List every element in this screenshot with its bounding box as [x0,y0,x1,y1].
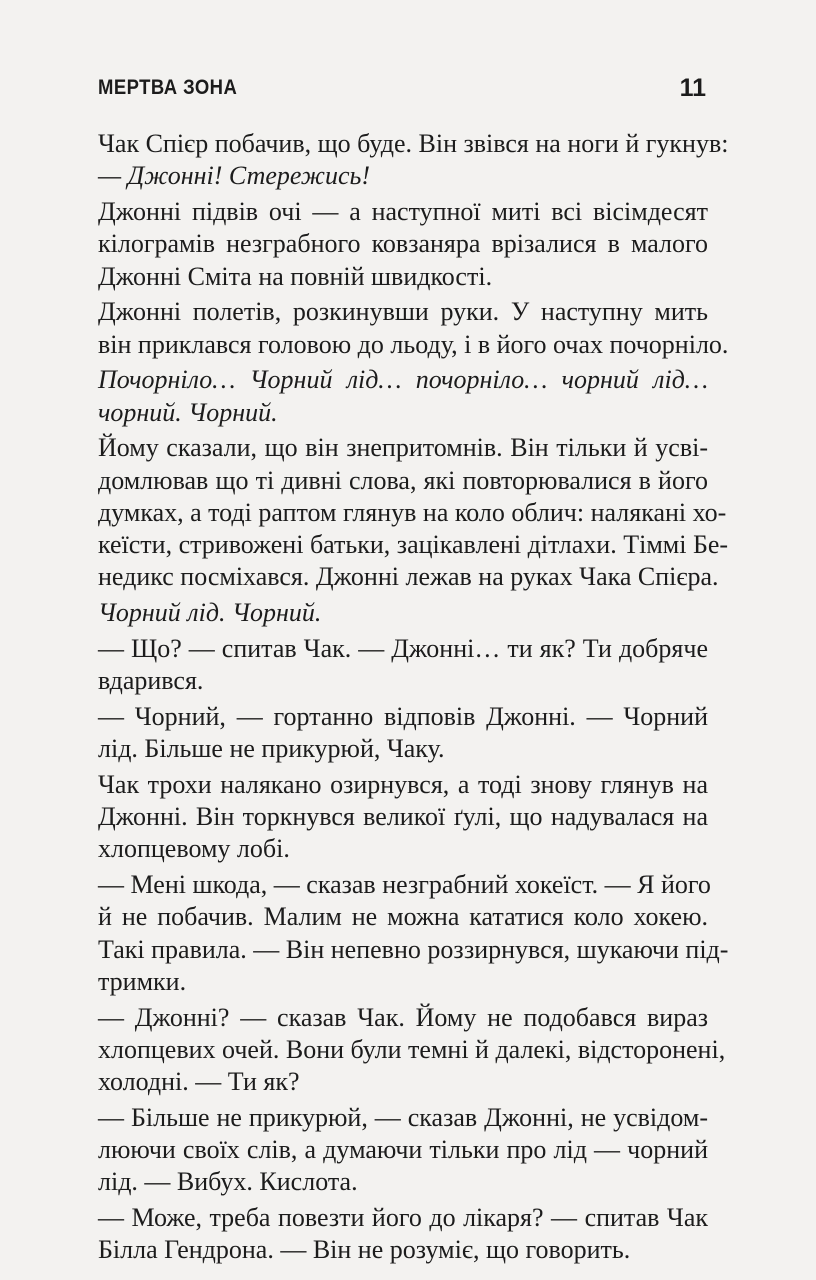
text-line: лід. — Вибух. Кислота. [98,1167,358,1197]
text-line: — Джонні! Стережись! [98,161,371,191]
text-line: — Більше не прикурюй, — сказав Джонні, не усвідом- [98,1102,708,1132]
text-line: Джонні полетів, розкинувши руки. У наступну мить [98,297,708,327]
text-line: кеїсти, стривожені батьки, зацікавлені дітлахи. Тіммі Бе- [98,530,729,559]
text-line: — Мені шкода, — сказав незграбний хокеїст. — Я його [98,870,711,899]
text-line: — Чорний, — гортанно відповів Джонні. — Чорний [98,701,708,731]
text-line: думках, а тоді раптом глянув на коло облич: налякані хо- [98,497,727,527]
text-line: чорний. Чорний. [98,397,278,427]
text-line: тримки. [98,966,187,996]
text-line: холодні. — Ти як? [98,1067,300,1096]
text-line: Такі правила. — Він непевно роззирнувся, шукаючи під- [98,934,729,964]
text-line: він приклався головою до льоду, і в його очах почорніло. [98,329,729,359]
text-line: недикс посміхався. Джонні лежав на руках Чака Спієра. [98,562,719,592]
text-line: Йому сказали, що він знепритомнів. Він тільки й усві- [98,433,708,463]
text-line: Білла Гендрона. — Він не розуміє, що говорить. [98,1235,631,1265]
text-line: домлював що ті дивні слова, які повторювалися в його [98,465,708,495]
text-line: — Що? — спитав Чак. — Джонні… ти як? Ти добряче [98,633,708,663]
body-text [98,128,729,1267]
running-title: МЕРТВА ЗОНА [98,76,238,99]
running-header [98,74,706,110]
text-line: Чорний лід. Чорний. [98,598,322,627]
text-line: Джонні. Він торкнувся великої ґулі, що надувалася на [98,802,708,831]
text-line: хлопцевому лобі. [98,834,290,864]
text-line: Чак Спієр побачив, що буде. Він звівся на ноги й гукнув: [98,129,729,158]
text-line: кілограмів незграбного ковзаняра врізалися в малого [98,229,708,259]
text-line: Чак трохи налякано озирнувся, а тоді знову глянув на [98,769,708,799]
text-line: хлопцевих очей. Вони були темні й далекі, відсторонені, [98,1034,726,1064]
text-line: й не побачив. Малим не можна кататися коло хокею. [98,902,708,932]
text-line: люючи своїх слів, а думаючи тільки про лід — чорний [98,1135,708,1164]
text-line: Джонні Сміта на повній швидкості. [98,261,493,291]
text-line: вдарився. [98,666,204,695]
text-line: — Може, треба повезти його до лікаря? — спитав Чак [98,1203,708,1232]
text-line: Джонні підвів очі — а наступної миті всі вісімдесят [98,197,708,226]
text-line: лід. Більше не прикурюй, Чаку. [98,734,445,763]
page-number: 11 [679,74,706,102]
text-line: Почорніло… Чорний лід… почорніло… чорний лід… [98,365,708,395]
text-line: — Джонні? — сказав Чак. Йому не подобався вираз [98,1002,708,1032]
